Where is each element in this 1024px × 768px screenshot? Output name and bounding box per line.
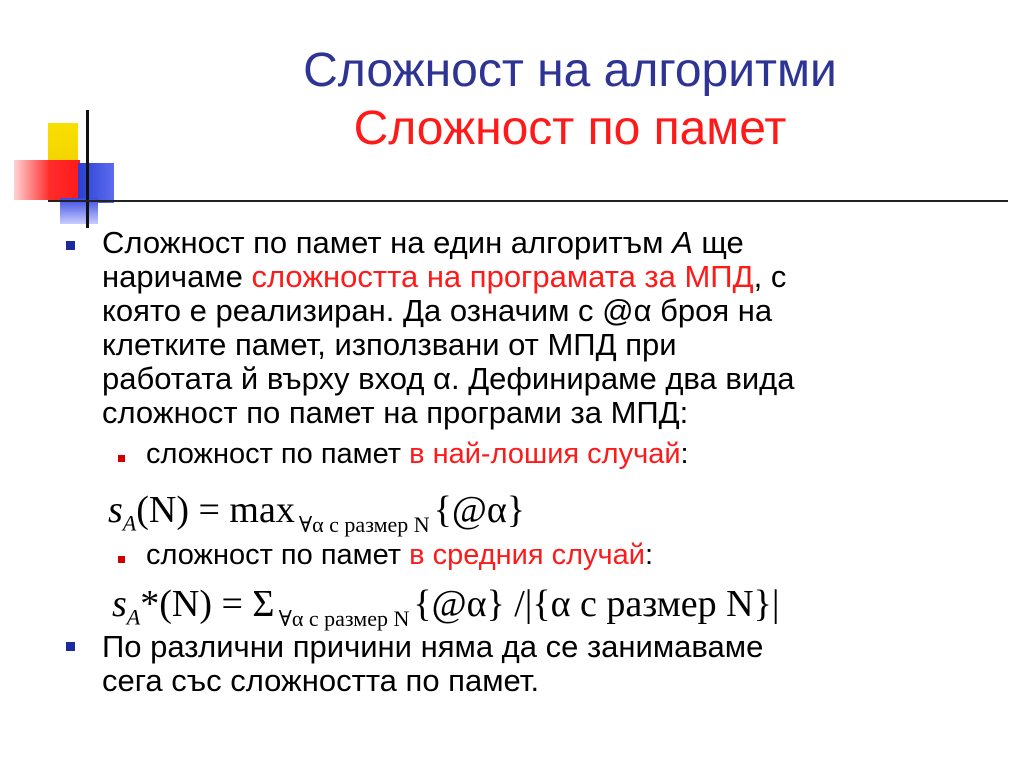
bullet-square-icon: [66, 642, 75, 651]
para1-line1: [102, 226, 972, 260]
sub2-red-text: в средния случай: [409, 539, 645, 571]
algorithm-variable: A: [672, 225, 693, 260]
sub2-text: сложност по памет: [146, 539, 410, 571]
para2-line2: сега със сложността по памет.: [102, 663, 540, 698]
para1-text-3: наричаме: [102, 259, 252, 294]
title-line-1: Сложност на алгоритми: [303, 44, 837, 97]
formula2-set: {@α} /|{α с размер N}|: [413, 583, 780, 625]
formula2-condition: ∀α с размер N: [278, 606, 410, 631]
para1-line6: сложност по памет на програми за МПД:: [102, 395, 689, 430]
para1-text-4: , с: [753, 259, 787, 294]
bullet-paragraph-2: [102, 630, 972, 698]
para1-text-1: Сложност по памет на един алгоритъм: [102, 225, 673, 260]
title-line-2: Сложност по памет: [353, 102, 787, 155]
formula2-s: s: [112, 583, 127, 625]
sub-bullet-icon: [118, 556, 125, 563]
formula1-set: {@α}: [433, 489, 526, 531]
formula2-rest: *(N) = Σ: [140, 583, 275, 625]
bullet-paragraph-1: [102, 226, 972, 430]
highlighted-term: сложността на програмата за МПД: [251, 259, 754, 294]
bullet-square-icon: [66, 241, 75, 250]
sub2-colon: :: [644, 539, 654, 571]
formula1-s: s: [108, 489, 123, 531]
para1-line2: [102, 260, 972, 294]
sub-bullet-icon: [118, 455, 125, 462]
formula2-sub: A: [126, 604, 141, 630]
sub1-red-text: в най-лошия случай: [409, 438, 681, 470]
formula1-sub: A: [122, 510, 137, 536]
para1-line3: която е реализиран. Да означим с @α броя на: [102, 293, 773, 328]
para1-line5: работата й върху вход α. Дефинираме два вида: [102, 361, 795, 396]
formula1-rest: (N) = max: [136, 489, 295, 531]
formula1-condition: ∀α с размер N: [298, 512, 430, 537]
sub1-colon: :: [680, 438, 689, 470]
para1-line4: клетките памет, използвани от МПД при: [102, 327, 677, 362]
sub-bullet-average-case: [146, 538, 653, 572]
formula-average-case: [112, 582, 779, 631]
formula-worst-case: [108, 488, 525, 537]
sub1-text: сложност по памет: [146, 438, 410, 470]
para1-text-2: ще: [692, 225, 744, 260]
sub-bullet-worst-case: [146, 437, 689, 471]
para2-line1: По различни причини няма да се занимаваме: [102, 629, 764, 664]
